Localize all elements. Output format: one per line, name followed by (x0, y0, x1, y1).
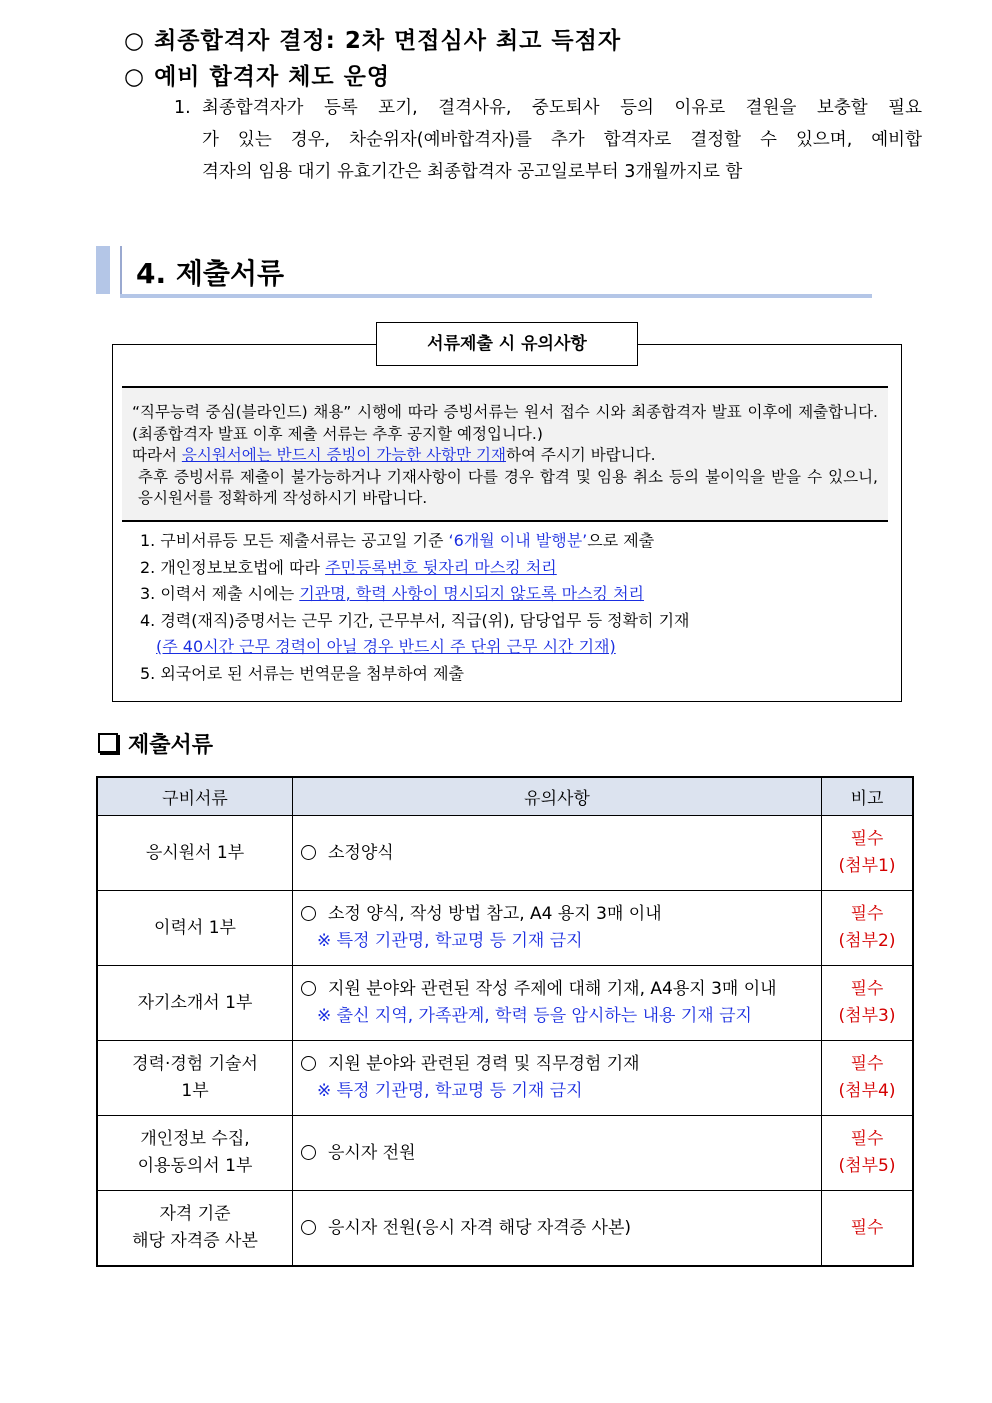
doc-name: 이용동의서 1부 (137, 1156, 253, 1176)
notice-paragraph (132, 445, 878, 467)
doc-remark-cell (822, 1116, 914, 1191)
notice-highlight-box (122, 386, 888, 522)
circle-bullet-icon (301, 1220, 316, 1235)
section-accent-bar (96, 246, 110, 294)
list-item (140, 528, 690, 555)
required-label: 필수 (850, 1129, 884, 1149)
circle-bullet-icon: ○ (124, 28, 146, 54)
doc-name: 경력·경험 기술서 (132, 1054, 258, 1074)
doc-note: 응시자 전원 (328, 1142, 416, 1163)
section-title: 4. 제출서류 (136, 257, 285, 290)
list-emphasis: (주 40시간 근무 경력이 아닐 경우 반드시 주 단위 근무 시간 기재) (156, 637, 616, 656)
section-divider-vertical (120, 246, 122, 298)
required-label: 필수 (850, 904, 884, 924)
doc-remark-cell (822, 816, 914, 891)
doc-warning: ※ 출신 지역, 가족관계, 학력 등을 암시하는 내용 기재 금지 (317, 1006, 752, 1026)
list-emphasis: ‘6개월 이내 발행분’ (448, 531, 588, 550)
table-header-row (97, 777, 913, 816)
column-header: 비고 (822, 777, 914, 816)
list-text: 으로 제출 (587, 531, 655, 550)
list-item (140, 634, 690, 661)
attachment-label: (첨부4) (838, 1081, 896, 1101)
docs-heading (98, 728, 213, 759)
header-item-text: 예비 합격자 체도 운영 (154, 64, 391, 90)
circle-bullet-icon (301, 1145, 316, 1160)
circle-bullet-icon: ○ (124, 64, 146, 90)
notice-title: 서류제출 시 유의사항 (376, 322, 638, 366)
list-item (140, 661, 690, 688)
notice-paragraph: 추후 증빙서류 제출이 불가능하거나 기재사항이 다를 경우 합격 및 임용 취소 등의 불이익을 받을 수 있으니, 응시원서를 정확하게 작성하시기 바랍니다. (138, 467, 878, 507)
header-item-reserve (124, 58, 390, 91)
table-row (97, 1116, 913, 1191)
notice-paragraph: “직무능력 중심(블라인드) 채용” 시행에 따라 증빙서류는 원서 접수 시와 최종합격자 발표 이후에 제출합니다. (최종합격자 발표 이후 제출 서류는 추후 공지할 예정입니다.) (132, 403, 878, 443)
list-text: 4. 경력(재직)증명서는 근무 기간, 근무부서, 직급(위), 담당업무 등 정확히 기재 (140, 610, 690, 630)
attachment-label: (첨부3) (838, 1006, 896, 1026)
table-row (97, 816, 913, 891)
required-label: 필수 (850, 1217, 884, 1238)
circle-bullet-icon (301, 845, 316, 860)
doc-remark-cell (822, 1041, 914, 1116)
list-item (140, 555, 690, 582)
notice-text: 따라서 (132, 446, 182, 464)
doc-remark-cell (822, 966, 914, 1041)
header-item-text: 최종합격자 결정: 2차 면접심사 최고 득점자 (154, 28, 622, 54)
notice-text: 하여 주시기 바랍니다. (505, 446, 656, 464)
doc-note: 응시자 전원(응시 자격 해당 자격증 사본) (328, 1217, 632, 1238)
table-row (97, 1191, 913, 1267)
docs-heading-text: 제출서류 (128, 733, 214, 758)
list-text: 3. 이력서 제출 시에는 (140, 584, 300, 603)
list-item (140, 608, 690, 635)
doc-name: 개인정보 수집, (140, 1129, 250, 1149)
doc-name: 자기소개서 1부 (137, 992, 253, 1013)
column-header: 구비서류 (97, 777, 293, 816)
attachment-label: (첨부1) (838, 856, 896, 876)
doc-warning: ※ 특정 기관명, 학교명 등 기재 금지 (317, 1081, 583, 1101)
attachment-label: (첨부5) (838, 1156, 896, 1176)
notice-emphasis: 응시원서에는 반드시 증빙이 가능한 사항만 기재 (181, 446, 506, 464)
paragraph-line: 격자의 임용 대기 유효기간은 최종합격자 공고일로부터 3개월까지로 함 (202, 162, 743, 182)
required-label: 필수 (850, 1054, 884, 1074)
doc-name-cell (97, 966, 293, 1041)
doc-name: 응시원서 1부 (145, 842, 245, 863)
doc-name-cell (97, 816, 293, 891)
doc-note-cell (293, 891, 822, 966)
doc-remark-cell (822, 1191, 914, 1267)
section-underline (120, 294, 872, 298)
doc-name: 해당 자격증 사본 (132, 1231, 258, 1251)
doc-note-cell (293, 1191, 822, 1267)
doc-name-cell (97, 1191, 293, 1267)
doc-name-cell (97, 1116, 293, 1191)
list-item (140, 581, 690, 608)
list-number: 1. (174, 98, 191, 118)
doc-remark-cell (822, 891, 914, 966)
list-emphasis: 주민등록번호 뒷자리 마스킹 처리 (325, 557, 557, 577)
doc-name: 자격 기준 (159, 1204, 231, 1224)
attachment-label: (첨부2) (838, 931, 896, 951)
header-item-final-decision (124, 22, 621, 55)
doc-name-cell (97, 1041, 293, 1116)
table-row (97, 891, 913, 966)
checkbox-square-icon (98, 733, 118, 753)
doc-note: 소정 양식, 작성 방법 참고, A4 용지 3매 이내 (328, 904, 662, 924)
list-text: 5. 외국어로 된 서류는 번역문을 첨부하여 제출 (140, 663, 464, 683)
list-emphasis: 기관명, 학력 사항이 명시되지 않도록 마스킹 처리 (299, 584, 644, 603)
list-text: 1. 구비서류등 모든 제출서류는 공고일 기준 (140, 531, 449, 550)
docs-table (96, 776, 914, 1267)
doc-note: 지원 분야와 관련된 작성 주제에 대해 기재, A4용지 3매 이내 (328, 979, 777, 999)
doc-note-cell (293, 966, 822, 1041)
paragraph-line: 최종합격자가 등록 포기, 결격사유, 중도퇴사 등의 이유로 결원을 보충할 필요 (202, 98, 922, 118)
required-label: 필수 (850, 979, 884, 999)
list-text: 2. 개인정보보호법에 따라 (140, 557, 326, 577)
table-row (97, 966, 913, 1041)
reserve-paragraph (174, 92, 922, 188)
circle-bullet-icon (301, 1056, 316, 1071)
column-header: 유의사항 (293, 777, 822, 816)
table-row (97, 1041, 913, 1116)
doc-note-cell (293, 816, 822, 891)
doc-warning: ※ 특정 기관명, 학교명 등 기재 금지 (317, 931, 583, 951)
paragraph-line: 가 있는 경우, 차순위자(예바합격자)를 추가 합격자로 결정할 수 있으며, 예비합 (202, 130, 922, 150)
circle-bullet-icon (301, 906, 316, 921)
required-label: 필수 (850, 829, 884, 849)
doc-note-cell (293, 1116, 822, 1191)
doc-name: 1부 (181, 1081, 209, 1101)
doc-note-cell (293, 1041, 822, 1116)
doc-note: 소정양식 (328, 842, 394, 863)
doc-note: 지원 분야와 관련된 경력 및 직무경험 기재 (328, 1054, 640, 1074)
doc-name: 이력서 1부 (154, 917, 236, 938)
circle-bullet-icon (301, 981, 316, 996)
doc-name-cell (97, 891, 293, 966)
notice-list (140, 528, 690, 687)
